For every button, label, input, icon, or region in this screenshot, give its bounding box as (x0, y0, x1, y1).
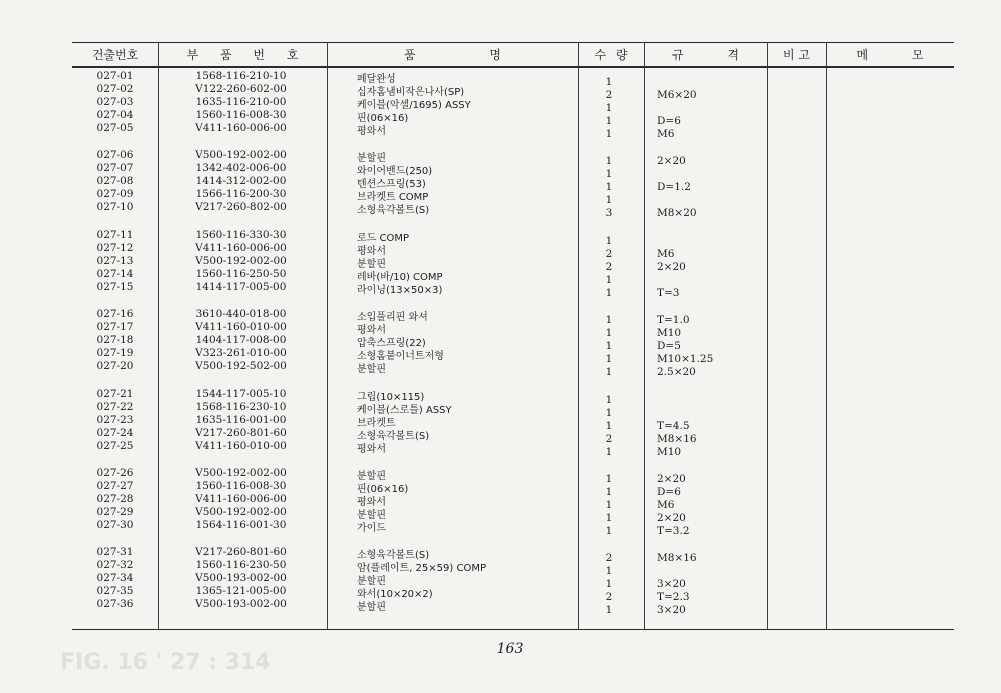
part-code: 3610-440-018-00 (195, 308, 287, 321)
part-code: V500-192-002-00 (195, 149, 287, 162)
part-number-ref: 027-21 (96, 387, 134, 400)
specification: 2×20 (657, 260, 686, 273)
part-name: 압축스프링(22) (357, 338, 426, 350)
part-code: 1414-312-002-00 (195, 175, 287, 188)
part-code: V411-160-006-00 (195, 493, 287, 505)
part-code: 1568-116-230-10 (195, 400, 287, 413)
quantity: 1 (605, 76, 613, 88)
quantity: 1 (605, 353, 613, 366)
part-number-ref: 027-34 (96, 572, 134, 585)
part-number-ref: 027-12 (96, 241, 134, 254)
part-code: V217-260-802-00 (195, 201, 287, 214)
specification: M6 (657, 499, 675, 511)
quantity: 1 (605, 525, 613, 537)
part-code: 1342-402-006-00 (195, 162, 287, 175)
col-sep-5 (767, 42, 768, 629)
part-code: V500-193-002-00 (195, 572, 287, 585)
quantity: 1 (605, 419, 613, 432)
quantity: 2 (605, 591, 613, 604)
specification: M10 (657, 327, 682, 340)
quantity: 1 (605, 366, 613, 379)
table-bottom-rule (72, 629, 954, 630)
part-code: 1564-116-001-30 (195, 519, 287, 531)
part-number-ref: 027-23 (96, 413, 134, 426)
part-code: 1560-116-008-30 (195, 109, 287, 121)
quantity: 1 (605, 565, 613, 578)
part-code: 1365-121-005-00 (195, 585, 287, 598)
quantity: 2 (605, 247, 613, 260)
part-name: 십자홈냄비작은나사(SP) (357, 87, 465, 98)
part-number-ref: 027-03 (96, 96, 134, 108)
specification: T=3.2 (657, 525, 690, 537)
quantity: 1 (605, 473, 613, 485)
part-name: 로드 COMP (357, 232, 410, 244)
part-code: V122-260-602-00 (195, 83, 287, 95)
part-code: V500-192-002-00 (195, 254, 287, 267)
specification: D=6 (657, 486, 681, 498)
part-code: 1404-117-008-00 (195, 334, 287, 347)
part-name: 소형홈붙이너트저형 (357, 351, 444, 363)
quantity: 1 (605, 273, 613, 286)
specification: T=3 (657, 286, 680, 299)
part-number-ref: 027-14 (96, 267, 134, 280)
part-number-ref: 027-02 (96, 83, 134, 95)
specification: 3×20 (657, 578, 686, 591)
specification: D=1.2 (657, 181, 691, 194)
part-code: V217-260-801-60 (195, 546, 287, 559)
part-number-ref: 027-27 (96, 480, 134, 492)
part-name: 브라켓트 (357, 417, 396, 429)
part-code: 1568-116-210-10 (195, 70, 287, 82)
part-code: V500-192-002-00 (195, 506, 287, 518)
part-code: 1544-117-005-10 (195, 387, 287, 400)
part-code: V500-193-002-00 (195, 598, 287, 611)
header-qty: 수 량 (594, 48, 628, 62)
part-name: 와서(10×20×2) (357, 589, 433, 601)
part-name: 소형육각볼트(S) (357, 430, 430, 442)
part-number-ref: 027-29 (96, 506, 134, 518)
page-number: 163 (496, 641, 524, 657)
quantity: 1 (605, 115, 613, 127)
quantity: 1 (605, 168, 613, 181)
part-name: 분할핀 (357, 576, 386, 588)
specification: M8×16 (657, 432, 697, 445)
part-name: 분할핀 (357, 153, 386, 165)
col-sep-4 (644, 42, 645, 629)
header-spec: 규 격 (672, 48, 739, 62)
specification: M6×20 (657, 89, 697, 101)
specification: 2×20 (657, 512, 686, 524)
part-name: 분할핀 (357, 258, 386, 270)
part-code: V500-192-502-00 (195, 360, 287, 373)
part-number-ref: 027-15 (96, 280, 134, 293)
quantity: 1 (605, 327, 613, 340)
part-name: 핀(06×16) (357, 113, 409, 124)
specification: 3×20 (657, 604, 686, 617)
part-name: 텐션스프링(53) (357, 179, 426, 191)
specification: M6 (657, 247, 675, 260)
quantity: 3 (605, 207, 613, 220)
part-name: 케이블(스로틀) ASSY (357, 404, 452, 416)
part-number-ref: 027-13 (96, 254, 134, 267)
col-sep-1 (158, 42, 159, 629)
part-number-ref: 027-20 (96, 360, 134, 373)
part-number-ref: 027-24 (96, 426, 134, 439)
part-number-ref: 027-09 (96, 188, 134, 201)
part-number-ref: 027-04 (96, 109, 134, 121)
part-code: 1560-116-250-50 (195, 267, 287, 280)
header-no: 건출번호 (91, 48, 139, 62)
part-name: 평와서 (357, 497, 386, 508)
part-name: 브라켓트 COMP (357, 192, 429, 204)
specification: 2×20 (657, 155, 686, 168)
part-number-ref: 027-10 (96, 201, 134, 214)
specification: D=5 (657, 340, 681, 353)
quantity: 1 (605, 445, 613, 458)
specification: 2.5×20 (657, 366, 696, 379)
part-number-ref: 027-26 (96, 467, 134, 479)
specification: 2×20 (657, 473, 686, 485)
quantity: 2 (605, 89, 613, 101)
part-number-ref: 027-31 (96, 546, 134, 559)
part-number-ref: 027-18 (96, 334, 134, 347)
specification: M8×20 (657, 207, 697, 220)
part-name: 평와서 (357, 443, 386, 455)
part-name: 분할핀 (357, 602, 386, 614)
header-name: 품 명 (404, 48, 501, 62)
quantity: 1 (605, 578, 613, 591)
quantity: 2 (605, 432, 613, 445)
part-number-ref: 027-07 (96, 162, 134, 175)
part-code: V411-160-010-00 (195, 321, 287, 334)
part-number-ref: 027-35 (96, 585, 134, 598)
part-code: V411-160-010-00 (195, 439, 287, 452)
quantity: 1 (605, 340, 613, 353)
part-number-ref: 027-05 (96, 122, 134, 134)
part-name: 분할핀 (357, 471, 386, 482)
part-name: 분할핀 (357, 364, 386, 376)
part-number-ref: 027-28 (96, 493, 134, 505)
part-name: 케이블(악셀/1695) ASSY (357, 100, 471, 111)
part-code: V323-261-010-00 (195, 347, 287, 360)
part-name: 라이닝(13×50×3) (357, 284, 443, 296)
quantity: 1 (605, 194, 613, 207)
part-code: 1560-116-008-30 (195, 480, 287, 492)
part-number-ref: 027-30 (96, 519, 134, 531)
table-top-rule (72, 42, 954, 43)
part-number-ref: 027-06 (96, 149, 134, 162)
specification: D=6 (657, 115, 681, 127)
specification: M10 (657, 445, 682, 458)
col-sep-6 (826, 42, 827, 629)
part-name: 소형육각볼트(S) (357, 550, 430, 562)
part-number-ref: 027-19 (96, 347, 134, 360)
part-number-ref: 027-16 (96, 308, 134, 321)
quantity: 1 (605, 234, 613, 247)
specification: M8×16 (657, 552, 697, 565)
quantity: 1 (605, 393, 613, 406)
quantity: 1 (605, 406, 613, 419)
quantity: 2 (605, 260, 613, 273)
part-code: V500-192-002-00 (195, 467, 287, 479)
part-name: 평와서 (357, 325, 386, 337)
part-code: 1560-116-330-30 (195, 228, 287, 241)
quantity: 1 (605, 486, 613, 498)
quantity: 1 (605, 604, 613, 617)
bleed-through-mark: FIG. 16 ' 27 : 314 (60, 650, 271, 675)
part-name: 가이드 (357, 523, 386, 534)
col-sep-2 (327, 42, 328, 629)
header-memo: 메 모 (856, 48, 924, 62)
part-number-ref: 027-36 (96, 598, 134, 611)
part-name: 평와서 (357, 126, 386, 137)
part-code: 1566-116-200-30 (195, 188, 287, 201)
part-number-ref: 027-01 (96, 70, 134, 82)
part-code: 1560-116-230-50 (195, 559, 287, 572)
quantity: 1 (605, 155, 613, 168)
quantity: 1 (605, 181, 613, 194)
part-code: 1414-117-005-00 (195, 280, 287, 293)
part-name: 암(플레이트, 25×59) COMP (357, 563, 486, 575)
header-part-no: 부 품 번 호 (186, 48, 299, 62)
part-code: V411-160-006-00 (195, 241, 287, 254)
part-name: 소입풀리핀 와셔 (357, 312, 428, 324)
quantity: 1 (605, 512, 613, 524)
part-number-ref: 027-08 (96, 175, 134, 188)
part-code: 1635-116-210-00 (195, 96, 287, 108)
part-name: 페달완성 (357, 74, 396, 85)
part-name: 레바(바/10) COMP (357, 271, 443, 283)
part-code: V217-260-801-60 (195, 426, 287, 439)
part-number-ref: 027-25 (96, 439, 134, 452)
specification: M10×1.25 (657, 353, 714, 366)
col-sep-3 (578, 42, 579, 629)
part-name: 와이어밴드(250) (357, 166, 433, 178)
quantity: 1 (605, 499, 613, 511)
header-note: 비 고 (783, 48, 810, 62)
part-number-ref: 027-11 (96, 228, 134, 241)
quantity: 2 (605, 552, 613, 565)
part-code: V411-160-006-00 (195, 122, 287, 134)
quantity: 1 (605, 102, 613, 114)
part-code: 1635-116-001-00 (195, 413, 287, 426)
part-number-ref: 027-22 (96, 400, 134, 413)
quantity: 1 (605, 286, 613, 299)
specification: T=4.5 (657, 419, 690, 432)
specification: T=2.3 (657, 591, 690, 604)
quantity: 1 (605, 314, 613, 327)
part-name: 소형육각볼트(S) (357, 205, 430, 217)
part-name: 평와서 (357, 245, 386, 257)
part-name: 핀(06×16) (357, 484, 409, 495)
quantity: 1 (605, 128, 613, 140)
part-name: 그립(10×115) (357, 391, 425, 403)
specification: T=1.0 (657, 314, 690, 327)
part-name: 분할핀 (357, 510, 386, 521)
specification: M6 (657, 128, 675, 140)
part-number-ref: 027-32 (96, 559, 134, 572)
header-bottom-rule (72, 66, 954, 68)
part-number-ref: 027-17 (96, 321, 134, 334)
